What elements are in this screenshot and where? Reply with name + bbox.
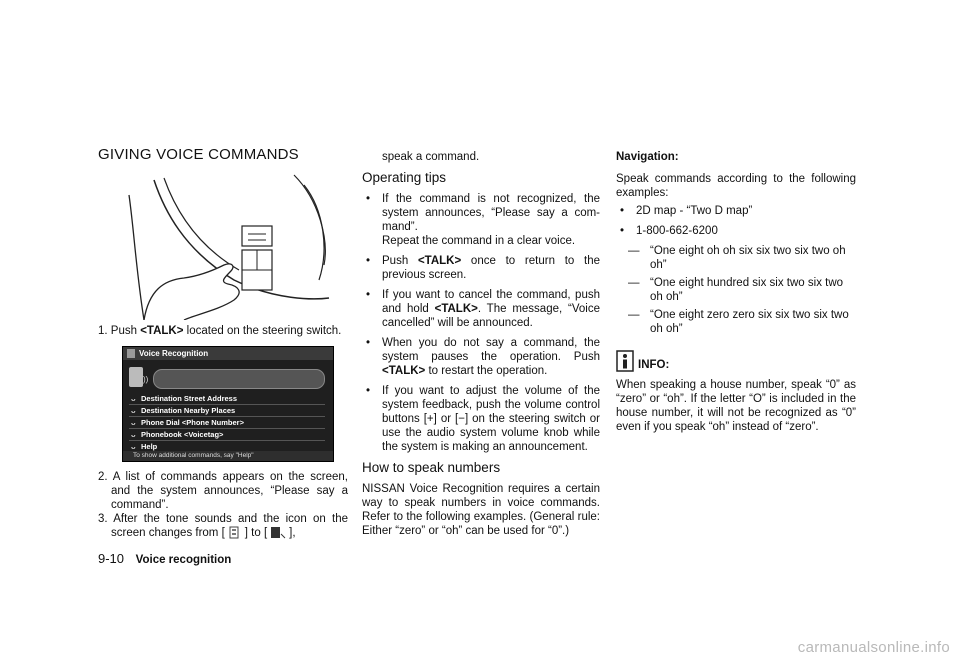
watermark: carmanualsonline.info <box>797 639 950 656</box>
screen-hint: To show additional commands, say "Help" <box>123 451 333 461</box>
tip-item: • If the command is not recognized, the system announces, “Please say a com-mand”. Repeat the command in a clear voice. <box>366 193 600 247</box>
page-footer <box>98 551 231 568</box>
tip-item: • If you want to adjust the volume of the system feedback, push the volume control buttons [+] or [−] on the steering switch or use the audio system volume knob while the system is making an announcement. <box>366 385 600 453</box>
info-label: INFO: <box>638 359 670 371</box>
example-reading: — “One eight oh oh six six two six two oh oh” <box>628 245 846 271</box>
phone-icon <box>129 367 143 387</box>
step-3: 3. After the tone sounds and the icon on the screen changes from [ ] to [ ], <box>98 513 348 540</box>
info-icon <box>616 350 634 372</box>
command-item[interactable]: ᴗ Help <box>129 441 325 453</box>
examples-intro: Speak commands according to the following examples: <box>616 173 856 199</box>
page-number: 9-10 <box>98 551 125 566</box>
voice-icon: ᴗ <box>131 406 136 415</box>
steering-switch-illustration <box>124 170 334 320</box>
voice-icon: ᴗ <box>131 442 136 451</box>
command-item[interactable]: ᴗ Phone Dial <Phone Number> <box>129 417 325 429</box>
column-middle <box>362 150 600 538</box>
speak-now-icon <box>270 526 286 540</box>
navigation-heading: Navigation: <box>616 151 679 163</box>
example-reading: — “One eight hundred six six two six two oh oh” <box>628 277 844 303</box>
info-block <box>616 350 856 372</box>
column-right <box>616 150 856 434</box>
command-item[interactable]: ᴗ Destination Nearby Places <box>129 405 325 417</box>
command-list <box>129 393 325 453</box>
footer-section: Voice recognition <box>135 554 232 566</box>
info-text: When speaking a house number, speak “0” as “zero” or “oh”. If the letter “O” is included in the house number, it will not be recognized as “0” even if you speak “oh” instead of “zero”. <box>616 379 856 433</box>
screen-titlebar: Voice Recognition <box>123 347 333 360</box>
tip-item: • Push <TALK> once to return to the previous screen. <box>366 255 600 281</box>
section-title: GIVING VOICE COMMANDS <box>98 146 299 163</box>
voice-icon: ᴗ <box>131 394 136 403</box>
tip-item: • When you do not say a command, the system pauses the operation. Push <TALK> to restart the operation. <box>366 337 600 377</box>
continued-text: speak a command. <box>382 151 480 163</box>
voice-input-bar <box>153 369 325 389</box>
step-1: 1. Push <TALK> located on the steering switch. <box>98 325 342 337</box>
voice-recognition-screen <box>122 346 334 462</box>
voice-icon: ᴗ <box>131 430 136 439</box>
example-reading: — “One eight zero zero six six two six two oh oh” <box>628 309 849 335</box>
tip-item: • If you want to cancel the command, push and hold <TALK>. The message, “Voice cancelled” will be announced. <box>366 289 600 329</box>
command-item[interactable]: ᴗ Destination Street Address <box>129 393 325 405</box>
listening-icon <box>228 526 242 540</box>
command-item[interactable]: ᴗ Phonebook <Voicetag> <box>129 429 325 441</box>
example-item: • 2D map - “Two D map” <box>620 205 753 217</box>
operating-tips-heading: Operating tips <box>362 170 447 185</box>
numbers-heading: How to speak numbers <box>362 460 501 475</box>
column-left <box>98 146 348 540</box>
voice-recognition-icon <box>127 349 135 358</box>
example-item: • 1-800-662-6200 <box>620 225 718 237</box>
voice-icon: ᴗ <box>131 418 136 427</box>
step-2: 2. A list of commands appears on the screen, and the system announces, “Please say a command”. <box>98 471 348 511</box>
voice-waves-icon: )) <box>143 375 149 384</box>
numbers-body: NISSAN Voice Recognition requires a certain way to speak numbers in voice commands. Refer to the following examples. (General rule: Either “zero” or “oh” can be used for “0”.) <box>362 483 600 537</box>
